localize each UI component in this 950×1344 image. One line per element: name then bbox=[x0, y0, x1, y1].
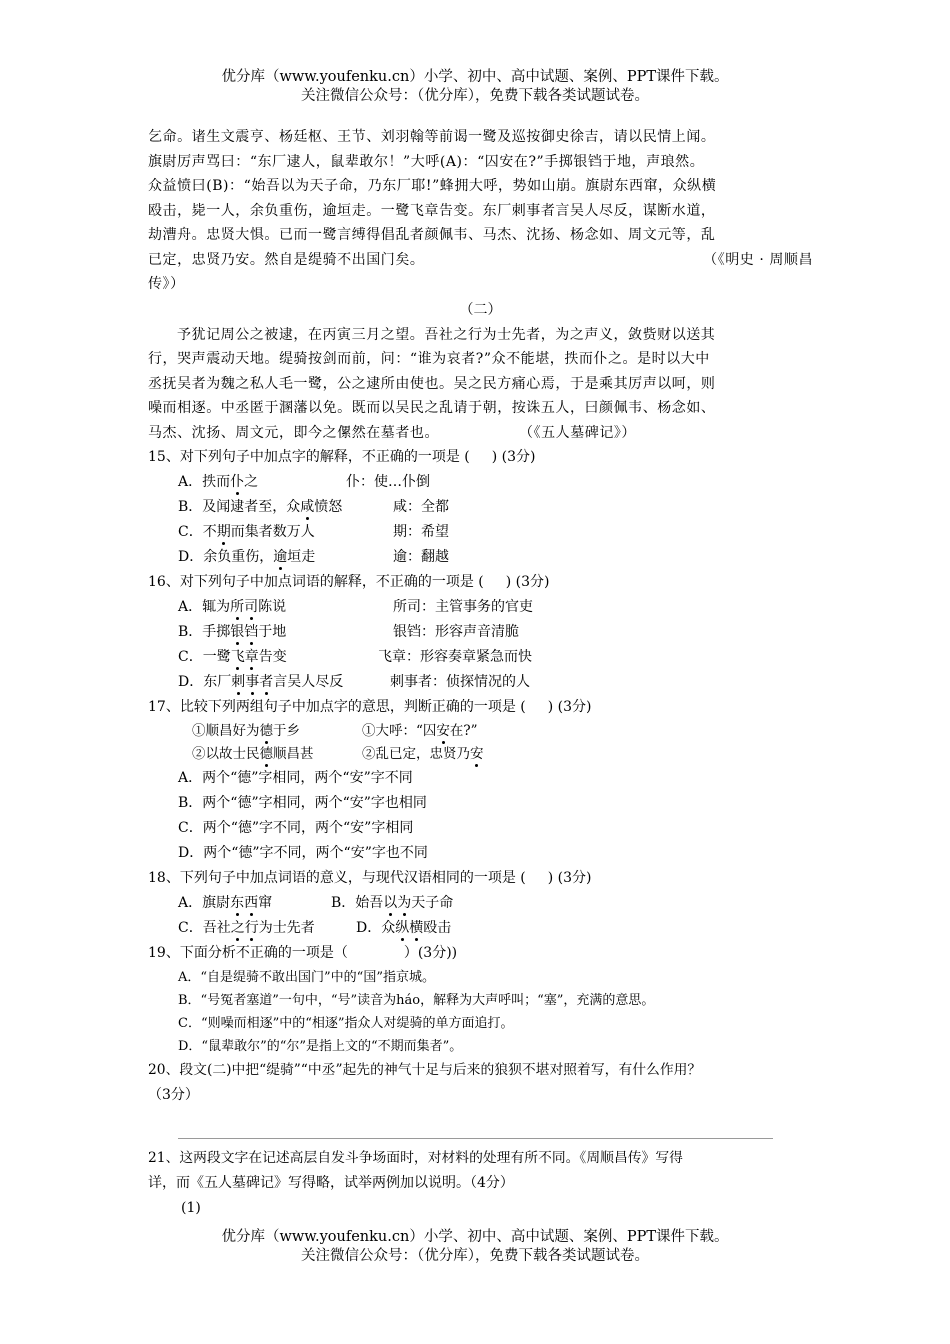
citation-end: 传》） bbox=[148, 276, 185, 292]
option-a[interactable]: A．抶而仆之 仆：使…仆倒 bbox=[178, 474, 430, 490]
question-20 bbox=[148, 1058, 813, 1108]
question-stem: 15、对下列句子中加点字的解释，不正确的一项是 ( ) (3分) bbox=[148, 449, 536, 465]
passage-line bbox=[148, 248, 813, 273]
option-b[interactable]: B．手掷银铛于地 银铛：形容声音清脆 bbox=[178, 624, 519, 640]
passage-line: 行，哭声震动天地。缇骑按剑而前，问：“谁为哀者?”众不能堪，抶而仆之。是时以大中 bbox=[148, 351, 710, 367]
option-d[interactable]: D．众纵横殴击 bbox=[356, 920, 452, 936]
option-c[interactable]: C．吾社之行为士先者 bbox=[178, 920, 315, 936]
option-c[interactable]: C．两个“德”字不同，两个“安”字相同 bbox=[178, 820, 414, 836]
passage-line: 予犹记周公之被逮，在丙寅三月之望。吾社之行为士先者，为之声义，敛赀财以送其 bbox=[177, 326, 716, 343]
option-a[interactable]: A．“自是缇骑不敢出国门”中的“国”指京城。 bbox=[178, 970, 435, 985]
passage-line: 丞抚吴者为魏之私人毛一鹭，公之逮所由使也。吴之民方痛心焉，于是乘其厉声以呵，则 bbox=[148, 375, 716, 392]
answer-line[interactable] bbox=[178, 1138, 773, 1139]
passage-line: 旗尉厉声骂曰：“东厂逮人，鼠辈敢尔！”大呼(A)：“囚安在?”手掷银铛于地，声琅然。 bbox=[148, 153, 705, 170]
option-b[interactable]: B．及闻逮者至，众咸愤怒 咸：全都 bbox=[178, 499, 449, 515]
question-21 bbox=[148, 1146, 813, 1221]
group-row-1: ①顺昌好为德于乡 ①大呼：“囚安在?” bbox=[192, 723, 478, 739]
footer-line-2: 关注微信公众号：（优分库），免费下载各类试题试卷。 bbox=[301, 1248, 649, 1264]
section-number: （二） bbox=[459, 301, 502, 318]
passage-line: 乞命。诸生文震亨、杨廷枢、王节、刘羽翰等前谒一鹭及巡按御史徐吉，请以民情上闻。 bbox=[148, 129, 716, 145]
option-a[interactable]: A．旗尉东西窜 bbox=[178, 895, 273, 911]
question-stem: 21、这两段文字在记述高层自发斗争场面时，对材料的处理有所不同。《周顺昌传》写得 bbox=[148, 1150, 683, 1166]
option-d[interactable]: D．两个“德”字不同，两个“安”字也不同 bbox=[178, 845, 428, 861]
question-18 bbox=[148, 866, 813, 941]
question-15 bbox=[148, 445, 813, 570]
question-17 bbox=[148, 695, 813, 866]
passage-text: 已定，忠贤乃安。然自是缇骑不出国门矣。 bbox=[148, 251, 425, 268]
citation: （《明史 · 周顺昌 bbox=[703, 251, 813, 268]
question-16 bbox=[148, 570, 813, 695]
passage-two bbox=[148, 323, 813, 446]
document-body bbox=[148, 125, 813, 1108]
question-stem: 20、段文(二)中把“缇骑”“中丞”起先的神气十足与后来的狼狈不堪对照着写，有什么作用？ bbox=[148, 1062, 702, 1078]
page-header bbox=[0, 68, 950, 106]
option-row-cd bbox=[148, 916, 813, 941]
option-c[interactable]: C．“则噪而相逐”中的“相逐”指众人对缇骑的单方面追打。 bbox=[178, 1016, 514, 1031]
option-a[interactable]: A．两个“德”字相同，两个“安”字不同 bbox=[178, 770, 413, 786]
option-d[interactable]: D．东厂刺事者言吴人尽反 刺事者：侦探情况的人 bbox=[178, 674, 530, 690]
question-stem: 18、下列句子中加点词语的意义，与现代汉语相同的一项是 ( ) (3分) bbox=[148, 870, 592, 886]
answer-item-1: (1) bbox=[181, 1200, 201, 1216]
footer-line-1: 优分库（www.youfenku.cn）小学、初中、高中试题、案例、PPT课件下载。 bbox=[221, 1229, 729, 1245]
option-b[interactable]: B．始吾以为天子命 bbox=[331, 895, 454, 911]
option-b[interactable]: B．两个“德”字相同，两个“安”字也相同 bbox=[178, 795, 427, 811]
option-row-ab bbox=[148, 891, 813, 916]
group-row-2: ②以故士民德顺昌甚 ②乱已定，忠贤乃安 bbox=[192, 746, 484, 762]
option-d[interactable]: D．“鼠辈敢尔”的“尔”是指上文的“不期而集者”。 bbox=[178, 1039, 463, 1054]
question-19 bbox=[148, 941, 813, 1058]
passage-line: 众益愤曰(B)：“始吾以为天子命，乃东厂耶!”蜂拥大呼，势如山崩。旗尉东西窜，众纵横 bbox=[148, 178, 717, 194]
page-footer bbox=[0, 1228, 950, 1266]
question-stem: 17、比较下列两组句子中加点字的意思，判断正确的一项是 ( ) (3分) bbox=[148, 699, 592, 715]
option-c[interactable]: C．一鹭飞章告变 飞章：形容奏章紧急而快 bbox=[178, 649, 532, 665]
passage-line: 劫漕舟。忠贤大惧。已而一鹭言缚得倡乱者颜佩韦、马杰、沈扬、杨念如、周文元等，乱 bbox=[148, 227, 716, 243]
option-c[interactable]: C．不期而集者数万人 期：希望 bbox=[178, 524, 449, 540]
header-line-2: 关注微信公众号：（优分库），免费下载各类试题试卷。 bbox=[301, 88, 649, 104]
passage-line bbox=[148, 421, 813, 446]
option-a[interactable]: A．辄为所司陈说 所司：主管事务的官吏 bbox=[178, 599, 533, 615]
option-d[interactable]: D．余负重伤，逾垣走 逾：翻越 bbox=[178, 549, 449, 565]
passage-line: 噪而相逐。中丞匿于溷藩以免。既而以吴民之乱请于朝，按诛五人，曰颜佩韦、杨念如、 bbox=[148, 400, 716, 416]
question-stem-cont: 详，而《五人墓碑记》写得略，试举两例加以说明。（4分） bbox=[148, 1175, 514, 1191]
header-line-1: 优分库（www.youfenku.cn）小学、初中、高中试题、案例、PPT课件下载。 bbox=[221, 69, 729, 85]
passage-one bbox=[148, 125, 813, 297]
question-stem: 19、下面分析不正确的一项是（ ）(3分)) bbox=[148, 945, 458, 961]
question-score: （3分） bbox=[148, 1087, 199, 1103]
option-b[interactable]: B．“号冤者塞道”一句中，“号”读音为háo，解释为大声呼叫；“塞”，充满的意思。 bbox=[178, 993, 655, 1008]
passage-line: 殴击，毙一人，余负重伤，逾垣走。一鹭飞章告变。东厂刺事者言吴人尽反，谋断水道， bbox=[148, 202, 716, 219]
question-stem: 16、对下列句子中加点词语的解释，不正确的一项是 ( ) (3分) bbox=[148, 574, 550, 590]
citation: （《五人墓碑记》） bbox=[519, 424, 636, 441]
passage-text: 马杰、沈扬、周文元，即今之傫然在墓者也。 bbox=[148, 424, 439, 441]
